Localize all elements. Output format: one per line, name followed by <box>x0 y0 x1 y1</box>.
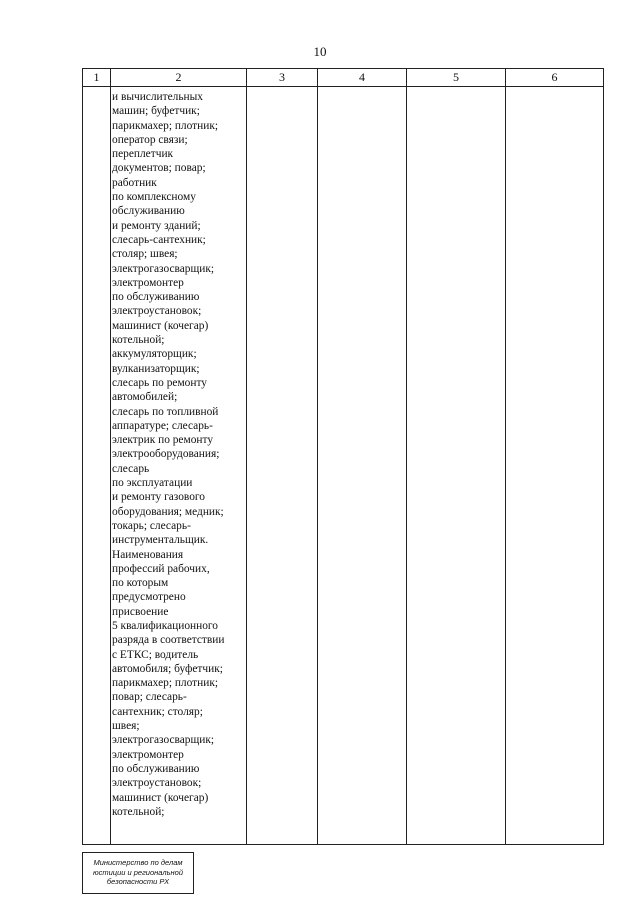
cell-text-line: машин; буфетчик; <box>112 105 200 118</box>
cell-text-line: по обслуживанию <box>112 291 200 304</box>
cell-text-line: аккумуляторщик; <box>112 348 197 361</box>
cell-text-line: швея; <box>112 720 140 733</box>
header-cell-4: 4 <box>359 70 365 84</box>
cell-text-line: оператор связи; <box>112 133 188 146</box>
column-divider <box>110 69 111 844</box>
header-cell-5: 5 <box>453 70 459 84</box>
cell-text-line: электрогазосварщик; <box>112 262 215 275</box>
cell-text-line: электрооборудования; <box>112 448 220 461</box>
header-cell-6: 6 <box>551 70 558 84</box>
cell-text-line: по эксплуатации <box>112 477 193 490</box>
cell-text-line: документов; повар; <box>112 162 206 175</box>
cell-text-line: и ремонту газового <box>112 491 205 504</box>
cell-text-line: парикмахер; плотник; <box>112 119 219 132</box>
cell-text-line: машинист (кочегар) <box>112 791 209 804</box>
cell-text-line: автомобиля; буфетчик; <box>112 662 223 675</box>
stamp-line: безопасности РХ <box>106 877 170 886</box>
column-divider <box>317 69 318 844</box>
column-divider <box>406 69 407 844</box>
cell-text-line: обслуживанию <box>112 205 185 218</box>
stamp-line: юстиции и региональной <box>92 867 184 877</box>
cell-text-line: и вычислительных <box>112 91 203 103</box>
cell-text-line: электромонтер <box>112 748 184 761</box>
cell-text-line: и ремонту зданий; <box>112 219 201 232</box>
cell-text-line: переплетчик <box>112 148 174 161</box>
document-table <box>82 68 604 845</box>
cell-text-line: присвоение <box>112 605 169 618</box>
cell-text-line: электроустановок; <box>112 777 202 790</box>
cell-text-line: электромонтер <box>112 276 184 289</box>
cell-text-line: котельной; <box>112 805 165 818</box>
cell-text-line: разряда в соответствии <box>112 634 225 647</box>
cell-text-line: электрогазосварщик; <box>112 734 215 747</box>
cell-text-line: Наименования <box>112 548 184 561</box>
cell-text-line: 5 квалификационного <box>112 619 218 632</box>
page-number: 10 <box>313 44 327 59</box>
column-divider <box>505 69 506 844</box>
cell-text-line: вулканизаторщик; <box>112 362 200 375</box>
stamp-line: Министерство по делам <box>93 858 183 867</box>
cell-text-line: предусмотрено <box>112 591 186 604</box>
cell-text-line: по комплексному <box>112 191 196 204</box>
table-header-row <box>83 69 603 87</box>
header-cell-1: 1 <box>93 70 100 84</box>
cell-text-line: профессий рабочих, <box>112 562 210 575</box>
cell-text-line: столяр; швея; <box>112 248 178 261</box>
cell-text-line: слесарь-сантехник; <box>112 233 206 246</box>
cell-text-line: автомобилей; <box>112 391 178 404</box>
cell-text-line: электроустановок; <box>112 305 202 318</box>
header-cell-3: 3 <box>279 70 285 84</box>
cell-text-line: повар; слесарь- <box>112 691 187 704</box>
cell-text-line: слесарь по топливной <box>112 405 219 418</box>
cell-text-line: парикмахер; плотник; <box>112 677 219 690</box>
cell-text-line: машинист (кочегар) <box>112 319 209 332</box>
header-cell-2: 2 <box>175 70 182 84</box>
cell-text-line: оборудования; медник; <box>112 505 224 518</box>
cell-text-line: по которым <box>112 577 169 590</box>
cell-text-line: сантехник; столяр; <box>112 705 203 718</box>
cell-text-line: котельной; <box>112 334 165 347</box>
cell-text-line: слесарь по ремонту <box>112 376 207 389</box>
cell-text-line: инструментальщик. <box>112 534 209 547</box>
cell-text-line: работник <box>112 176 157 189</box>
cell-text-line: слесарь <box>112 462 150 475</box>
cell-text-line: с ЕТКС; водитель <box>112 648 199 661</box>
cell-text-line: аппаратуре; слесарь- <box>112 419 213 432</box>
cell-text-line: по обслуживанию <box>112 762 200 775</box>
cell-text-line: электрик по ремонту <box>112 434 214 447</box>
cell-text-line: токарь; слесарь- <box>112 519 191 532</box>
column-2-cell-text <box>112 90 252 819</box>
ministry-stamp <box>82 852 194 894</box>
